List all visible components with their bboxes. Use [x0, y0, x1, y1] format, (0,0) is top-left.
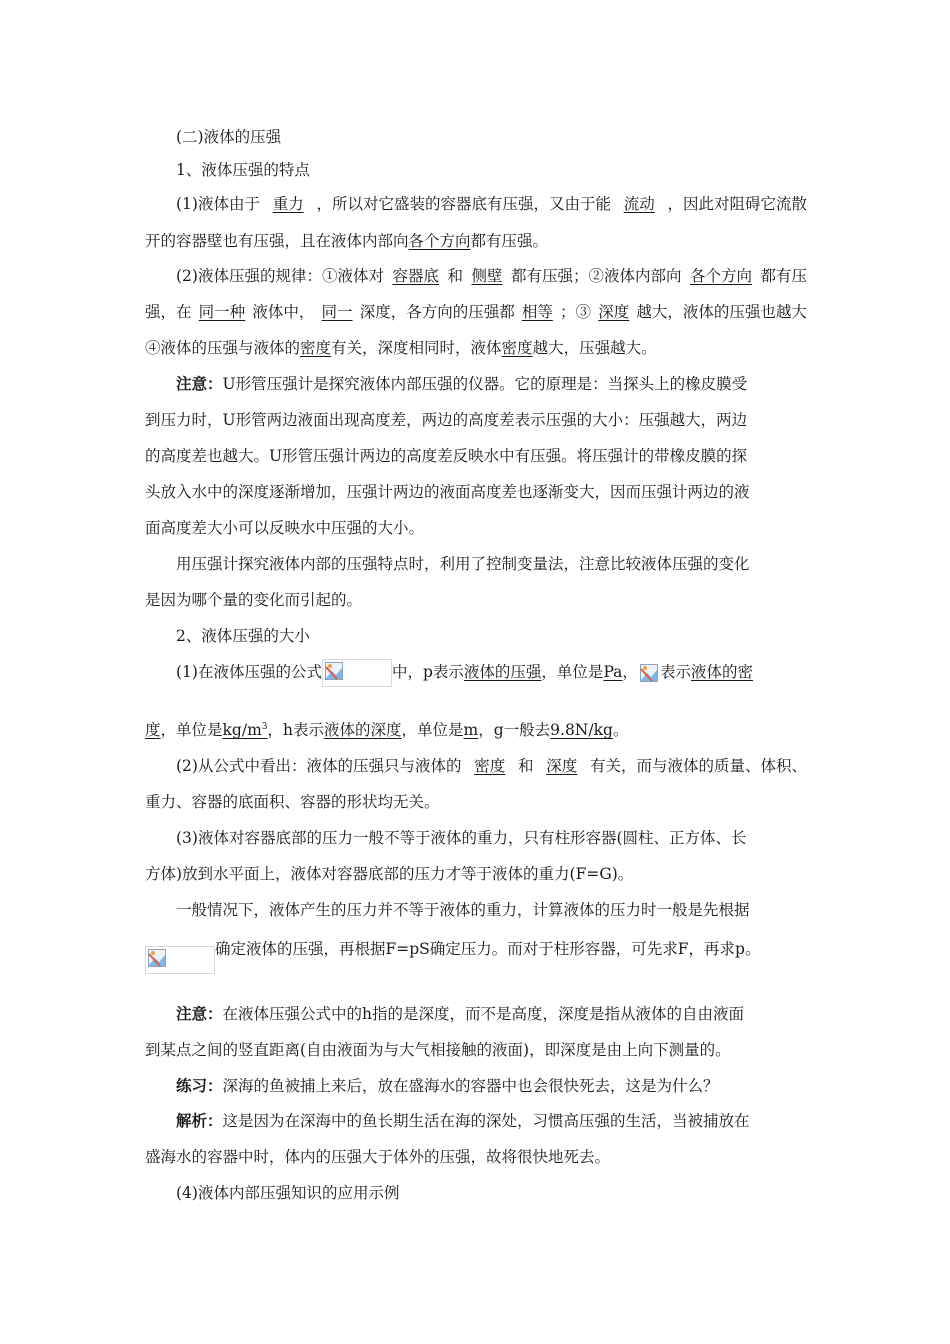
analysis-line-2: 盛海水的容器中时，体内的压强大于体外的压强，故将很快地死去。 — [145, 1148, 611, 1166]
text: ；③ — [560, 303, 592, 321]
answer-blank: 密度 — [501, 339, 533, 357]
text: ④液体的压强与液体的 — [145, 339, 301, 357]
answer-blank: 容器底 — [392, 267, 439, 285]
text: ，单位是 — [401, 721, 464, 739]
answer-blank — [223, 721, 268, 739]
note-1-line-2: 到压力时，U形管两边液面出现高度差，两边的高度差表示压强的大小：压强越大，两边 — [145, 411, 748, 429]
answer-blank: 相等 — [521, 303, 553, 321]
practice-label: 练习： — [176, 1076, 223, 1095]
answer-blank: 同一 — [321, 303, 353, 321]
answer-blank: 液体的深度 — [323, 721, 402, 739]
answer-blank: 密度 — [474, 757, 506, 775]
text: ，所以对它盛装的容器底有压强，又由于能 — [316, 195, 611, 213]
rho-symbol-image — [638, 662, 660, 684]
analysis-line-1 — [176, 1110, 807, 1132]
answer-blank: 9.8N/kg — [550, 721, 613, 739]
text: ， — [622, 663, 638, 681]
broken-image-icon — [325, 662, 343, 680]
note-1-line-5: 面高度差大小可以反映水中压强的大小。 — [145, 519, 425, 537]
answer-blank: 各个方向 — [689, 267, 752, 285]
text: 都有压强；②液体内部向 — [510, 267, 682, 285]
answer-blank: 流动 — [623, 195, 655, 213]
analysis-label: 解析： — [176, 1111, 223, 1130]
answer-blank: 同一种 — [198, 303, 246, 321]
text: 有关，而与液体的质量、体积、 — [589, 757, 807, 775]
paragraph-2-line-1 — [176, 265, 807, 287]
text: 中，p表示 — [391, 663, 464, 681]
text: 。 — [612, 721, 629, 739]
answer-blank: m — [463, 721, 479, 739]
answer-blank: 密度 — [300, 339, 332, 357]
note-label: 注意： — [176, 374, 223, 393]
note-2-line-1 — [176, 1003, 807, 1025]
text: ，单位是 — [541, 663, 604, 681]
answer-blank: 深度 — [546, 757, 578, 775]
paragraph-6-line-1: (3)液体对容器底部的压力一般不等于液体的重力，只有柱形容器(圆柱、正方体、长 — [176, 829, 747, 847]
formula-image — [322, 659, 392, 687]
answer-blank: 深度 — [598, 303, 630, 321]
text: 都有压 — [760, 267, 807, 285]
paragraph-1-line-2 — [145, 230, 807, 252]
paragraph-1-line-1 — [176, 193, 807, 215]
paragraph-2-line-3 — [145, 337, 807, 359]
text: 这是因为在深海中的鱼长期生活在海的深处，习惯高压强的生活，当被捕放在 — [222, 1112, 750, 1130]
note-1-line-1 — [176, 373, 807, 395]
paragraph-4-line-2 — [145, 719, 807, 741]
subsection-title-1: 1、液体压强的特点 — [176, 161, 310, 179]
text: 都有压强。 — [470, 232, 549, 250]
subsection-title-2: 2、液体压强的大小 — [176, 627, 310, 645]
superscript: 3 — [261, 721, 268, 732]
paragraph-8: (4)液体内部压强知识的应用示例 — [176, 1184, 400, 1202]
note-label: 注意： — [176, 1004, 223, 1023]
paragraph-5-line-2: 重力、容器的底面积、容器的形状均无关。 — [145, 793, 440, 811]
broken-image-icon — [148, 949, 166, 967]
text: (1)在液体压强的公式 — [176, 663, 322, 681]
answer-blank: 度 — [145, 721, 161, 739]
text: 越大，压强越大。 — [532, 339, 657, 357]
text: ，单位是 — [160, 721, 223, 739]
text: 深海的鱼被捕上来后，放在盛海水的容器中也会很快死去，这是为什么？ — [222, 1077, 719, 1095]
text: 和 — [447, 267, 463, 285]
paragraph-6-line-2: 方体)放到水平面上，液体对容器底部的压力才等于液体的重力(F=G)。 — [145, 865, 634, 883]
paragraph-7-line-2 — [145, 940, 807, 980]
text: 和 — [517, 757, 534, 775]
text: 深度，各方向的压强都 — [359, 303, 515, 321]
answer-blank: 侧壁 — [471, 267, 503, 285]
text: 在液体压强公式中的h指的是深度，而不是高度，深度是指从液体的自由液面 — [222, 1005, 745, 1023]
answer-blank: 液体的压强 — [463, 663, 542, 681]
text: ，因此对阻碍它流散 — [667, 195, 807, 213]
text: U形管压强计是探究液体内部压强的仪器。它的原理是：当探头上的橡皮膜受 — [222, 375, 748, 393]
text: 越大，液体的压强也越大 — [636, 303, 807, 321]
paragraph-3-line-1: 用压强计探究液体内部的压强特点时，利用了控制变量法，注意比较液体压强的变化 — [176, 555, 750, 573]
paragraph-2-line-2 — [145, 301, 807, 323]
formula-image — [145, 946, 215, 974]
answer-blank: Pa — [603, 663, 623, 681]
text: (1)液体由于 — [176, 195, 260, 213]
practice-line — [176, 1075, 807, 1097]
text: 表示 — [659, 663, 691, 681]
text: 有关，深度相同时，液体 — [331, 339, 502, 357]
text: 开的容器壁也有压强，且在液体内部向 — [145, 232, 409, 250]
text: (2)从公式中看出：液体的压强只与液体的 — [176, 757, 462, 775]
paragraph-7-line-1: 一般情况下，液体产生的压力并不等于液体的重力，计算液体的压力时一般是先根据 — [176, 901, 750, 919]
text: 液体中， — [252, 303, 315, 321]
text: 确定液体的压强，再根据F=pS确定压力。而对于柱形容器，可先求F，再求p。 — [215, 940, 761, 958]
unit-text: kg/m — [222, 721, 262, 739]
note-1-line-4: 头放入水中的深度逐渐增加，压强计两边的液面高度差也逐渐变大，因而压强计两边的液 — [145, 483, 750, 501]
answer-blank: 各个方向 — [408, 232, 471, 250]
paragraph-5-line-1 — [176, 755, 807, 777]
broken-image-icon — [640, 664, 658, 682]
answer-blank: 重力 — [272, 195, 304, 213]
section-title: (二)液体的压强 — [176, 128, 282, 146]
paragraph-3-line-2: 是因为哪个量的变化而引起的。 — [145, 591, 363, 609]
text: ，g一般去 — [478, 721, 551, 739]
text: 强，在 — [145, 303, 192, 321]
note-1-line-3: 的高度差也越大。U形管压强计两边的高度差反映水中有压强。将压强计的带橡皮膜的探 — [145, 447, 748, 465]
text: ，h表示 — [267, 721, 324, 739]
text: (2)液体压强的规律：①液体对 — [176, 267, 384, 285]
note-2-line-2: 到某点之间的竖直距离(自由液面为与大气相接触的液面)，即深度是由上向下测量的。 — [145, 1041, 731, 1059]
paragraph-4-line-1 — [176, 659, 807, 695]
answer-blank: 液体的密 — [690, 663, 753, 681]
